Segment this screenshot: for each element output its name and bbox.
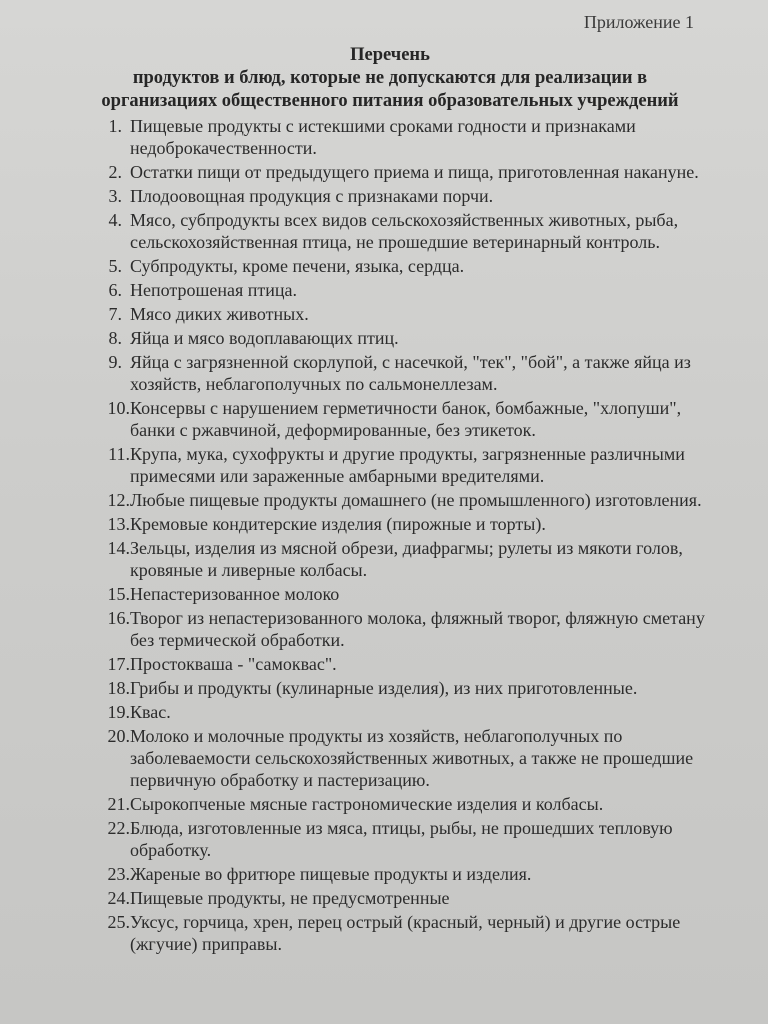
item-number: 8.: [108, 328, 122, 348]
list-item: [96, 327, 716, 349]
item-number: 21.: [107, 794, 130, 814]
item-number: 12.: [107, 490, 130, 510]
list-item: [96, 303, 716, 325]
item-text: Консервы с нарушением герметичности банок, бомбажные, "хлопуши", банки с ржавчиной, деформированные, без этикеток.: [130, 398, 682, 440]
list-item: [96, 887, 716, 909]
item-text: Субпродукты, кроме печени, языка, сердца.: [130, 256, 465, 276]
item-number: 13.: [107, 514, 130, 534]
list-item: [96, 115, 716, 159]
document-title: [60, 44, 720, 113]
item-number: 5.: [108, 256, 122, 276]
appendix-label: Приложение 1: [583, 12, 694, 32]
item-number: 11.: [108, 444, 130, 464]
item-text: Простокваша - "самоквас".: [130, 654, 337, 674]
item-text: Пищевые продукты с истекшими сроками годности и признаками недоброкачественности.: [130, 116, 636, 158]
item-number: 18.: [107, 678, 130, 698]
item-number: 1.: [108, 116, 122, 136]
list-item: [96, 489, 716, 511]
item-number: 4.: [108, 210, 122, 230]
item-number: 10.: [107, 398, 130, 418]
item-number: 6.: [108, 280, 122, 300]
item-text: Пищевые продукты, не предусмотренные: [130, 888, 450, 908]
list-item: [96, 209, 716, 253]
item-number: 24.: [107, 888, 130, 908]
item-number: 16.: [107, 608, 130, 628]
list-item: [96, 607, 716, 651]
list-item: [96, 161, 716, 183]
list-item: [96, 443, 716, 487]
list-item: [96, 397, 716, 441]
item-text: Творог из непастеризованного молока, фляжный творог, фляжную сметану без термической обработки.: [130, 608, 705, 650]
list-item: [96, 701, 716, 723]
item-text: Сырокопченые мясные гастрономические изделия и колбасы.: [130, 794, 604, 814]
item-text: Непастеризованное молоко: [130, 584, 340, 604]
list-item: [96, 911, 716, 955]
prohibited-items-list: [96, 115, 716, 957]
item-text: Крупа, мука, сухофрукты и другие продукты, загрязненные различными примесями или зараженные амбарными вредителями.: [130, 444, 685, 486]
item-number: 20.: [107, 726, 130, 746]
item-text: Жареные во фритюре пищевые продукты и изделия.: [130, 864, 532, 884]
item-text: Мясо, субпродукты всех видов сельскохозяйственных животных, рыба, сельскохозяйственная птица, не прошедшие ветеринарный контроль.: [130, 210, 679, 252]
item-number: 7.: [108, 304, 122, 324]
item-number: 15.: [107, 584, 130, 604]
item-number: 14.: [107, 538, 130, 558]
list-item: [96, 725, 716, 791]
list-item: [96, 279, 716, 301]
item-number: 2.: [108, 162, 122, 182]
list-item: [96, 817, 716, 861]
item-text: Зельцы, изделия из мясной обрези, диафрагмы; рулеты из мякоти голов, кровяные и ливерные колбасы.: [130, 538, 683, 580]
item-number: 3.: [108, 186, 122, 206]
item-number: 9.: [108, 352, 122, 372]
item-text: Квас.: [130, 702, 171, 722]
list-item: [96, 185, 716, 207]
item-number: 22.: [107, 818, 130, 838]
item-text: Уксус, горчица, хрен, перец острый (красный, черный) и другие острые (жгучие) приправы.: [130, 912, 681, 954]
list-item: [96, 793, 716, 815]
item-number: 23.: [107, 864, 130, 884]
item-number: 19.: [107, 702, 130, 722]
list-item: [96, 351, 716, 395]
list-item: [96, 653, 716, 675]
list-item: [96, 513, 716, 535]
item-text: Блюда, изготовленные из мяса, птицы, рыбы, не прошедших тепловую обработку.: [130, 818, 673, 860]
item-text: Мясо диких животных.: [130, 304, 309, 324]
item-text: Непотрошеная птица.: [130, 280, 297, 300]
item-number: 25.: [107, 912, 130, 932]
item-text: Яйца с загрязненной скорлупой, с насечкой, "тек", "бой", а также яйца из хозяйств, неблагополучных по сальмонеллезам.: [130, 352, 691, 394]
list-item: [96, 863, 716, 885]
title-line-3: организациях общественного питания образовательных учреждений: [101, 91, 679, 111]
item-text: Грибы и продукты (кулинарные изделия), из них приготовленные.: [130, 678, 638, 698]
item-text: Кремовые кондитерские изделия (пирожные и торты).: [130, 514, 546, 534]
title-line-1: Перечень: [350, 45, 430, 65]
list-item: [96, 255, 716, 277]
item-number: 17.: [107, 654, 130, 674]
list-item: [96, 677, 716, 699]
item-text: Плодоовощная продукция с признаками порчи.: [130, 186, 494, 206]
item-text: Любые пищевые продукты домашнего (не промышленного) изготовления.: [130, 490, 702, 510]
item-text: Молоко и молочные продукты из хозяйств, неблагополучных по заболеваемости сельскохозяйственных животных, а также не прошедшие первичную обработку и пастеризацию.: [130, 726, 694, 790]
item-text: Остатки пищи от предыдущего приема и пища, приготовленная накануне.: [130, 162, 699, 182]
list-item: [96, 583, 716, 605]
list-item: [96, 537, 716, 581]
title-line-2: продуктов и блюд, которые не допускаются для реализации в: [132, 68, 648, 88]
item-text: Яйца и мясо водоплавающих птиц.: [130, 328, 399, 348]
